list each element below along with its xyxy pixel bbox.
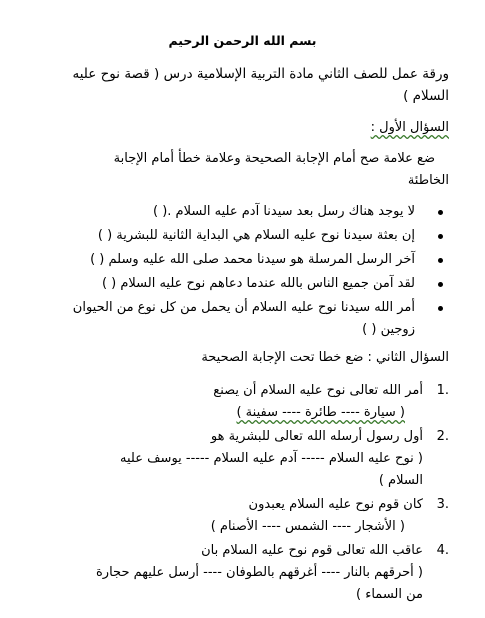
q2-options-3: ( الأشجار ---- الشمس ---- الأصنام ) <box>210 519 405 534</box>
q1-instruction-line-1: ضع علامة صح أمام الإجابة الصحيحة وعلامة خطأ أمام الإجابة <box>113 151 435 166</box>
intro-line-2: السلام ) <box>403 88 449 104</box>
q2-options-2-line-1: ( نوح عليه السلام ----- آدم عليه السلام ----- يوسف عليه <box>120 451 423 466</box>
q1-item-5: أمر الله سيدنا نوح عليه السلام أن يحمل من كل نوع من الحيوان <box>72 300 415 315</box>
q2-options-1-text: ( سيارة ---- طائرة ---- سفينة ) <box>236 405 405 420</box>
intro-line-1: ورقة عمل للصف الثاني مادة التربية الإسلامية درس ( قصة نوح عليه <box>72 66 449 82</box>
q2-number-1: 1. <box>436 383 449 398</box>
q2-heading: السؤال الثاني : ضع خطا تحت الإجابة الصحيحة <box>201 350 449 365</box>
q2-number-3: 3. <box>436 497 449 512</box>
bullet-dot <box>438 282 443 287</box>
q1-item-3: آخر الرسل المرسلة هو سيدنا محمد صلى الله عليه وسلم ( ) <box>90 252 415 267</box>
q2-question-2: أول رسول أرسله الله تعالى للبشرية هو <box>210 429 423 444</box>
q2-options-4-line-2: من السماء ) <box>356 587 423 602</box>
q2-number-2: 2. <box>436 429 449 444</box>
q2-options-1 <box>40 402 405 424</box>
q2-question-4: عاقب الله تعالى قوم نوح عليه السلام بان <box>201 543 423 558</box>
bullet-dot <box>438 306 443 311</box>
bullet-dot <box>438 234 443 239</box>
q1-instruction-line-2: الخاطئة <box>407 173 449 188</box>
bullet-dot <box>438 210 443 215</box>
q1-heading <box>40 117 449 139</box>
basmala-heading: بسم الله الرحمن الرحيم <box>168 33 317 48</box>
q2-options-2-line-2: السلام ) <box>378 473 423 488</box>
bullet-dot <box>438 258 443 263</box>
q2-number-4: 4. <box>436 543 449 558</box>
q1-item-2: إن بعثة سيدنا نوح عليه السلام هي البداية الثانية للبشرية ( ) <box>97 228 415 243</box>
q1-item-4: لقد آمن جميع الناس بالله عندما دعاهم نوح عليه السلام ( ) <box>101 276 415 291</box>
q2-question-1: أمر الله تعالى نوح عليه السلام أن يصنع <box>213 383 423 398</box>
q2-question-3: كان قوم نوح عليه السلام يعبدون <box>248 497 423 512</box>
q1-item-1: لا يوجد هناك رسل بعد سيدنا آدم عليه السلام .( ) <box>153 204 415 219</box>
q2-options-4-line-1: ( أحرقهم بالنار ---- أغرقهم بالطوفان ---- أرسل عليهم حجارة <box>96 565 423 580</box>
q1-heading-text: السؤال الأول : <box>370 120 449 135</box>
q1-item-5-line-2: زوجين ( ) <box>362 322 415 337</box>
